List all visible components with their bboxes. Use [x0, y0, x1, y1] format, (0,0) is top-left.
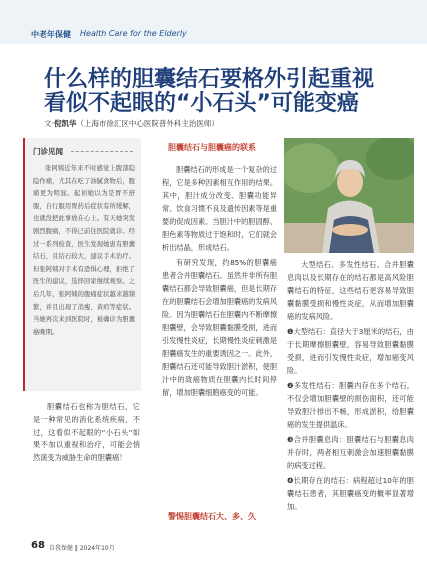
risk-item-large: ❶大型结石：直径大于3厘米的结石，由于长期摩擦胆囊壁，容易导致胆囊黏膜受损，进而引发慢性炎症，增加癌变风险。 — [287, 327, 414, 375]
author-affiliation: （上海市徐汇区中心医院普外科主治医师） — [76, 119, 219, 128]
clinic-story-text: 张阿姨近年来不时感觉上腹部隐隐作痛，尤其在吃了油腻食物后，腹痛更为明显。起初她以为是胃不舒服，自行服用胃药后症状有所缓解，也就没把此事放在心上。有天她突发剧烈腹痛，不得已前往医院就诊。经过一系列检查，医生发现她患有胆囊结石，且结石较大，建议手术治疗。但张阿姨对手术有恐惧心理，拒绝了医生的建议，选择回家继续观察。之后几年，张阿姨的腹痛症状越来越频繁，并且出现了消瘦、黄疸等症状。当她再次来到医院时，被确诊为胆囊癌晚期。 — [33, 165, 135, 336]
elderly-woman-abdominal-pain-photo — [284, 138, 414, 253]
relation-paragraph-2: 有研究发现，约85%的胆囊癌患者合并胆囊结石。虽然并非所有胆囊结石都会导致胆囊癌，但是长期存在的胆囊结石会增加胆囊癌的发病风险。因为胆囊结石在胆囊内不断摩擦胆囊壁，会导致胆囊黏膜受损，进而引发慢性炎症，长期慢性炎症刺激是胆囊癌发生的重要诱因之一。此外，胆囊结石还可能导致胆汁淤积，使胆汁中的致癌物质在胆囊内长时间停留，增加胆囊细胞癌变的可能。 — [162, 258, 278, 397]
risk-item-longterm: ❹长期存在的结石：病程超过10年的胆囊结石患者，其胆囊癌变的概率显著增加。 — [287, 476, 414, 511]
relation-paragraph-1: 胆囊结石的形成是一个复杂的过程，它是多种因素相互作用的结果。其中，胆汁成分改变、胆囊功能异常、饮食习惯不良及遗传因素等是重要的促成因素。当胆汁中的胆固醇、胆色素等物质过于饱和时，它们就会析出结晶，形成结石。 — [162, 165, 278, 252]
title-line-1: 什么样的胆囊结石要格外引起重视 — [44, 67, 375, 92]
intro-paragraph — [33, 401, 140, 465]
author-name: 倪凯华 — [53, 119, 77, 128]
clinic-story-box — [23, 138, 141, 391]
watch-section-title: 警惕胆囊结石大、多、久 — [168, 512, 256, 521]
intro-text: 胆囊结石也称为胆结石，它是一种常见的消化系统疾病，不过，这看似不起眼的“小石头”如果不加以重视和治疗，可能会悄然演变为威胁生命的胆囊癌！ — [33, 402, 140, 463]
clinic-story-heading: 门诊见闻 — [33, 147, 63, 156]
risk-item-multiple: ❷多发性结石：胆囊内存在多个结石，不仅会增加胆囊壁的损伤面积，还可能导致胆汁排出不畅，形成淤积，给胆囊癌的发生提供温床。 — [287, 381, 414, 429]
section-label: 中老年保健 — [31, 30, 71, 39]
byline — [44, 118, 219, 129]
section-label-en: Health Care for the Elderly — [80, 29, 187, 38]
heading-divider — [71, 151, 133, 152]
risk-item-polyp: ❸合并胆囊息肉：胆囊结石与胆囊息肉并存时，两者相互刺激会加速胆囊黏膜的病变过程。 — [287, 435, 414, 470]
article-title — [44, 68, 414, 116]
magazine-issue: 自我保健 ‖ 2024年10月 — [49, 545, 115, 552]
title-line-2: 看似不起眼的“小石头”可能变癌 — [44, 91, 359, 116]
relation-section-title: 胆囊结石与胆囊癌的联系 — [168, 143, 256, 152]
byline-prefix: 文· — [44, 119, 54, 128]
page-number: 68 — [31, 540, 45, 551]
relation-section-body — [162, 163, 277, 399]
watch-intro: 大型结石、多发性结石、合并胆囊息肉以及长期存在的结石都是高风险胆囊结石的特征，这些结石更容易导致胆囊黏膜受损和慢性炎症，从而增加胆囊癌的发病风险。 — [287, 260, 414, 321]
watch-section-body — [287, 258, 414, 513]
